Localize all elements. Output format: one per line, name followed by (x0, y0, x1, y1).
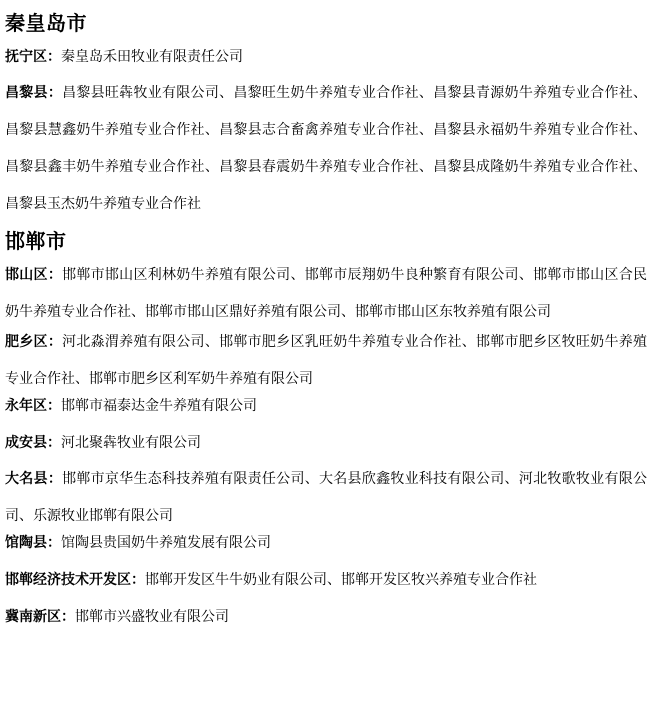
city-heading-handan: 邯郸市 (5, 229, 67, 253)
district-entry-feixiang (5, 324, 647, 398)
district-entry-hanshan (5, 257, 647, 331)
district-label: 大名县： (5, 471, 63, 487)
district-entry-handan-eco-dev-zone (5, 568, 647, 592)
district-label: 永年区： (5, 398, 61, 414)
district-label: 邯山区： (5, 267, 63, 283)
district-companies: 河北淼渭养殖有限公司、邯郸市肥乡区乳旺奶牛养殖专业合作社、邯郸市肥乡区牧旺奶牛养殖专业合作社、邯郸市肥乡区利军奶牛养殖有限公司 (5, 334, 648, 387)
city-heading-qinhuangdao: 秦皇岛市 (5, 11, 87, 35)
district-label: 邯郸经济技术开发区： (5, 572, 145, 588)
district-companies: 邯郸开发区牛牛奶业有限公司、邯郸开发区牧兴养殖专业合作社 (145, 572, 537, 588)
document-page (5, 0, 647, 642)
district-entry-guantao (5, 531, 647, 555)
district-companies: 馆陶县贵国奶牛养殖发展有限公司 (61, 535, 271, 551)
district-label: 馆陶县： (5, 535, 61, 551)
district-entry-funing (5, 45, 647, 69)
district-entry-daming (5, 461, 647, 535)
district-companies: 秦皇岛禾田牧业有限责任公司 (61, 49, 243, 65)
district-companies: 昌黎县旺犇牧业有限公司、昌黎旺生奶牛养殖专业合作社、昌黎县青源奶牛养殖专业合作社、昌黎县慧鑫奶牛养殖专业合作社、昌黎县志合畜禽养殖专业合作社、昌黎县永福奶牛养殖专业合作社、昌黎县鑫丰奶牛养殖专业合作社、昌黎县春震奶牛养殖专业合作社、昌黎县成隆奶牛养殖专业合作社、昌黎县玉杰奶牛养殖专业合作社 (5, 85, 648, 212)
district-companies: 邯郸市福泰达金牛养殖有限公司 (61, 398, 257, 414)
district-label: 肥乡区： (5, 334, 63, 350)
district-entry-jinan-new-district (5, 605, 647, 629)
district-label: 抚宁区： (5, 49, 61, 65)
district-label: 成安县： (5, 435, 61, 451)
district-companies: 邯郸市京华生态科技养殖有限责任公司、大名县欣鑫牧业科技有限公司、河北牧歌牧业有限公司、乐源牧业邯郸有限公司 (5, 471, 648, 524)
district-companies: 河北聚犇牧业有限公司 (61, 435, 201, 451)
district-label: 冀南新区： (5, 609, 75, 625)
district-entry-yongnian (5, 394, 647, 418)
district-label: 昌黎县： (5, 85, 63, 101)
district-companies: 邯郸市邯山区利林奶牛养殖有限公司、邯郸市辰翔奶牛良种繁育有限公司、邯郸市邯山区合民奶牛养殖专业合作社、邯郸市邯山区鼎好养殖有限公司、邯郸市邯山区东牧养殖有限公司 (5, 267, 648, 320)
district-companies: 邯郸市兴盛牧业有限公司 (75, 609, 229, 625)
district-entry-chengan (5, 431, 647, 455)
district-entry-changli (5, 75, 647, 223)
